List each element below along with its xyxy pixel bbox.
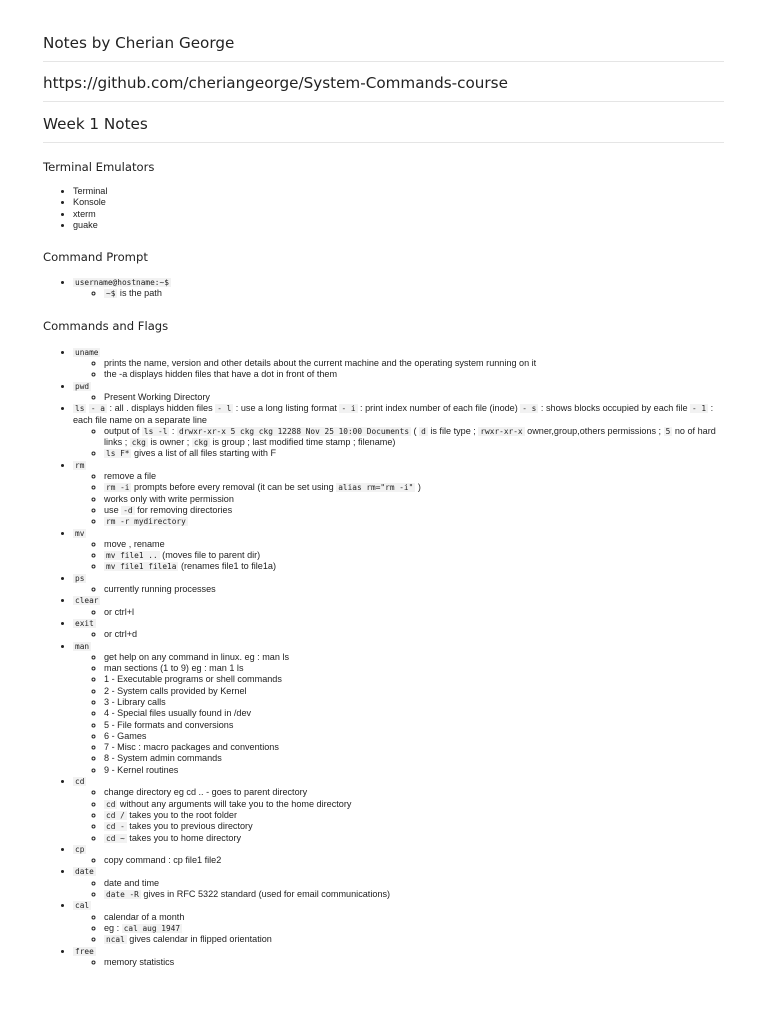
list-item: ◦ currently running processes [104, 584, 724, 595]
command-free [73, 946, 724, 969]
list-item: ◦ copy command : cp file1 file2 [104, 855, 724, 866]
list-item: ◦ use -d for removing directories [104, 505, 724, 516]
command-prompt-heading: Command Prompt [43, 250, 148, 265]
inline-code: 5 [665, 426, 671, 436]
command-man [73, 641, 724, 777]
list-item: ◦ ~$ is the path [104, 288, 724, 299]
command-code: rm [75, 460, 85, 470]
list-item: ◦ get help on any command in linux. eg : man ls [104, 652, 724, 663]
list-item: • xterm [73, 209, 724, 220]
list-item: ◦ 3 - Library calls [104, 697, 724, 708]
inline-code: cd / [106, 810, 125, 820]
command-exit [73, 618, 724, 641]
inline-code: ls -l [143, 426, 168, 436]
flag-code: - a [90, 404, 106, 414]
command-pwd [73, 381, 724, 404]
list-item: ◦ output of ls -l : drwxr-xr-x 5 ckg ckg 12288 Nov 25 10:00 Documents ( d is file type ; rwxr-xr-x owner,group,others permissions ; 5 no of hard links ; ckg is owner ; ckg is group ; last modified time stamp ; filename) [104, 426, 724, 449]
inline-code: cd - [106, 822, 125, 832]
inline-code: cd ~ [106, 833, 125, 843]
list-item: ◦ Present Working Directory [104, 392, 724, 403]
inline-code: date -R [106, 890, 139, 900]
sub-list [73, 912, 724, 946]
repo-url-title: https://github.com/cheriangeorge/System-Commands-course [43, 74, 724, 102]
command-code: clear [75, 596, 99, 606]
list-item: ◦ the -a displays hidden files that have a dot in front of them [104, 369, 724, 380]
list-item: ◦ move , rename [104, 539, 724, 550]
inline-code: alias rm="rm -i" [338, 483, 414, 493]
command-cal [73, 900, 724, 945]
list-item: ◦ date -R gives in RFC 5322 standard (used for email communications) [104, 889, 724, 900]
list-item: ◦ mv file1 file1a (renames file1 to file1a) [104, 561, 724, 572]
inline-code: ckg [193, 438, 208, 448]
command-code: cal [75, 901, 90, 911]
commands-list [43, 347, 724, 968]
sub-list [73, 607, 724, 618]
list-item [104, 516, 724, 527]
flag-code: - l [217, 404, 232, 414]
author-title: Notes by Cherian George [43, 0, 724, 62]
sub-list [73, 471, 724, 527]
terminal-emulators-list [43, 186, 724, 231]
list-item: ◦ cd without any arguments will take you to the home directory [104, 799, 724, 810]
list-item: ◦ man sections (1 to 9) eg : man 1 ls [104, 663, 724, 674]
command-code: cp [75, 844, 85, 854]
command-cd [73, 776, 724, 844]
inline-code: ncal [106, 935, 125, 945]
list-item: • Konsole [73, 197, 724, 208]
list-item: ◦ or ctrl+l [104, 607, 724, 618]
list-item: ◦ memory statistics [104, 957, 724, 968]
list-item: ◦ ls F* gives a list of all files starting with F [104, 448, 724, 459]
inline-code: cal aug 1947 [123, 923, 181, 933]
command-code: free [75, 946, 94, 956]
list-item: ◦ cd - takes you to previous directory [104, 821, 724, 832]
command-date [73, 866, 724, 900]
inline-code: ckg [131, 438, 146, 448]
list-item [73, 277, 724, 300]
flag-code: - i [341, 404, 356, 414]
command-code: ps [75, 573, 85, 583]
list-item: ◦ eg : cal aug 1947 [104, 923, 724, 934]
inline-code: drwxr-xr-x 5 ckg ckg 12288 Nov 25 10:00 Documents [179, 426, 410, 436]
sub-list [73, 584, 724, 595]
sub-list [73, 878, 724, 901]
sub-list [73, 358, 724, 381]
list-item: ◦ remove a file [104, 471, 724, 482]
command-code: mv [75, 528, 85, 538]
list-item: ◦ mv file1 .. (moves file to parent dir) [104, 550, 724, 561]
command-rm [73, 460, 724, 528]
list-item: ◦ 7 - Misc : macro packages and conventions [104, 742, 724, 753]
inline-code: cd [106, 799, 116, 809]
sub-list [73, 787, 724, 843]
command-clear [73, 595, 724, 618]
sub-list [73, 652, 724, 776]
command-cp [73, 844, 724, 867]
list-item: ◦ cd / takes you to the root folder [104, 810, 724, 821]
list-item: ◦ cd ~ takes you to home directory [104, 833, 724, 844]
inline-code: -d [123, 505, 133, 515]
command-code: cd [75, 777, 85, 787]
list-item: ◦ 8 - System admin commands [104, 753, 724, 764]
command-uname [73, 347, 724, 381]
command-code: man [75, 641, 90, 651]
inline-code: rwxr-xr-x [480, 426, 523, 436]
sub-list [73, 426, 724, 460]
list-item: ◦ works only with write permission [104, 494, 724, 505]
sub-list [73, 392, 724, 403]
list-item: • guake [73, 220, 724, 231]
list-item: ◦ prints the name, version and other details about the current machine and the operating system running on it [104, 358, 724, 369]
inline-code: rm -r mydirectory [106, 517, 186, 527]
inline-code: mv file1 file1a [106, 562, 177, 572]
sub-list [73, 855, 724, 866]
list-item: ◦ ncal gives calendar in flipped orientation [104, 934, 724, 945]
inline-code: d [421, 426, 426, 436]
command-mv [73, 528, 724, 573]
command-ls: • ls - a : all . displays hidden files - l : use a long listing format - i : print index number of each file (inode) - s : shows blocks occupied by each file - 1 : each file name on a separate line ◦ output of ls -l : drwxr-xr-x 5 ckg ckg 12288 Nov 25 10:00 Documents ( d is file type ; rwxr-xr-x owner,group,others permissions ; 5 no of hard links ; ckg is owner ; ckg is group ; last modified time stamp ; filename) ◦ ls F* gives a list of all files starting with F [73, 403, 724, 459]
flag-code: - s [522, 404, 537, 414]
list-item: • Terminal [73, 186, 724, 197]
sub-list [73, 288, 724, 299]
path-code: ~$ [106, 289, 116, 299]
command-code: exit [75, 618, 94, 628]
command-prompt-list [43, 277, 724, 300]
list-item: ◦ 6 - Games [104, 731, 724, 742]
list-item: ◦ rm -i prompts before every removal (it can be set using alias rm="rm -i" ) [104, 482, 724, 493]
flag-code: - 1 [692, 404, 707, 414]
list-item: ◦ 4 - Special files usually found in /dev [104, 708, 724, 719]
inline-code: ls F* [106, 449, 130, 459]
commands-heading: Commands and Flags [43, 318, 169, 333]
command-ps [73, 573, 724, 596]
week-title: Week 1 Notes [43, 115, 724, 143]
sub-list [73, 539, 724, 573]
list-item: ◦ or ctrl+d [104, 629, 724, 640]
command-code: date [75, 867, 94, 877]
list-item: ◦ 5 - File formats and conversions [104, 720, 724, 731]
list-item: ◦ date and time [104, 878, 724, 889]
sub-list [73, 629, 724, 640]
command-code: pwd [75, 381, 90, 391]
sub-list [73, 957, 724, 968]
inline-code: mv file1 .. [106, 551, 158, 561]
prompt-code: username@hostname:~$ [75, 278, 169, 288]
inline-code: rm -i [106, 483, 130, 493]
list-item: ◦ 9 - Kernel routines [104, 765, 724, 776]
list-item: ◦ 2 - System calls provided by Kernel [104, 686, 724, 697]
command-code: ls [75, 404, 85, 414]
command-code: uname [75, 347, 99, 357]
list-item: ◦ calendar of a month [104, 912, 724, 923]
list-item: ◦ change directory eg cd .. - goes to parent directory [104, 787, 724, 798]
terminal-emulators-heading: Terminal Emulators [43, 160, 155, 174]
list-item: ◦ 1 - Executable programs or shell commands [104, 674, 724, 685]
